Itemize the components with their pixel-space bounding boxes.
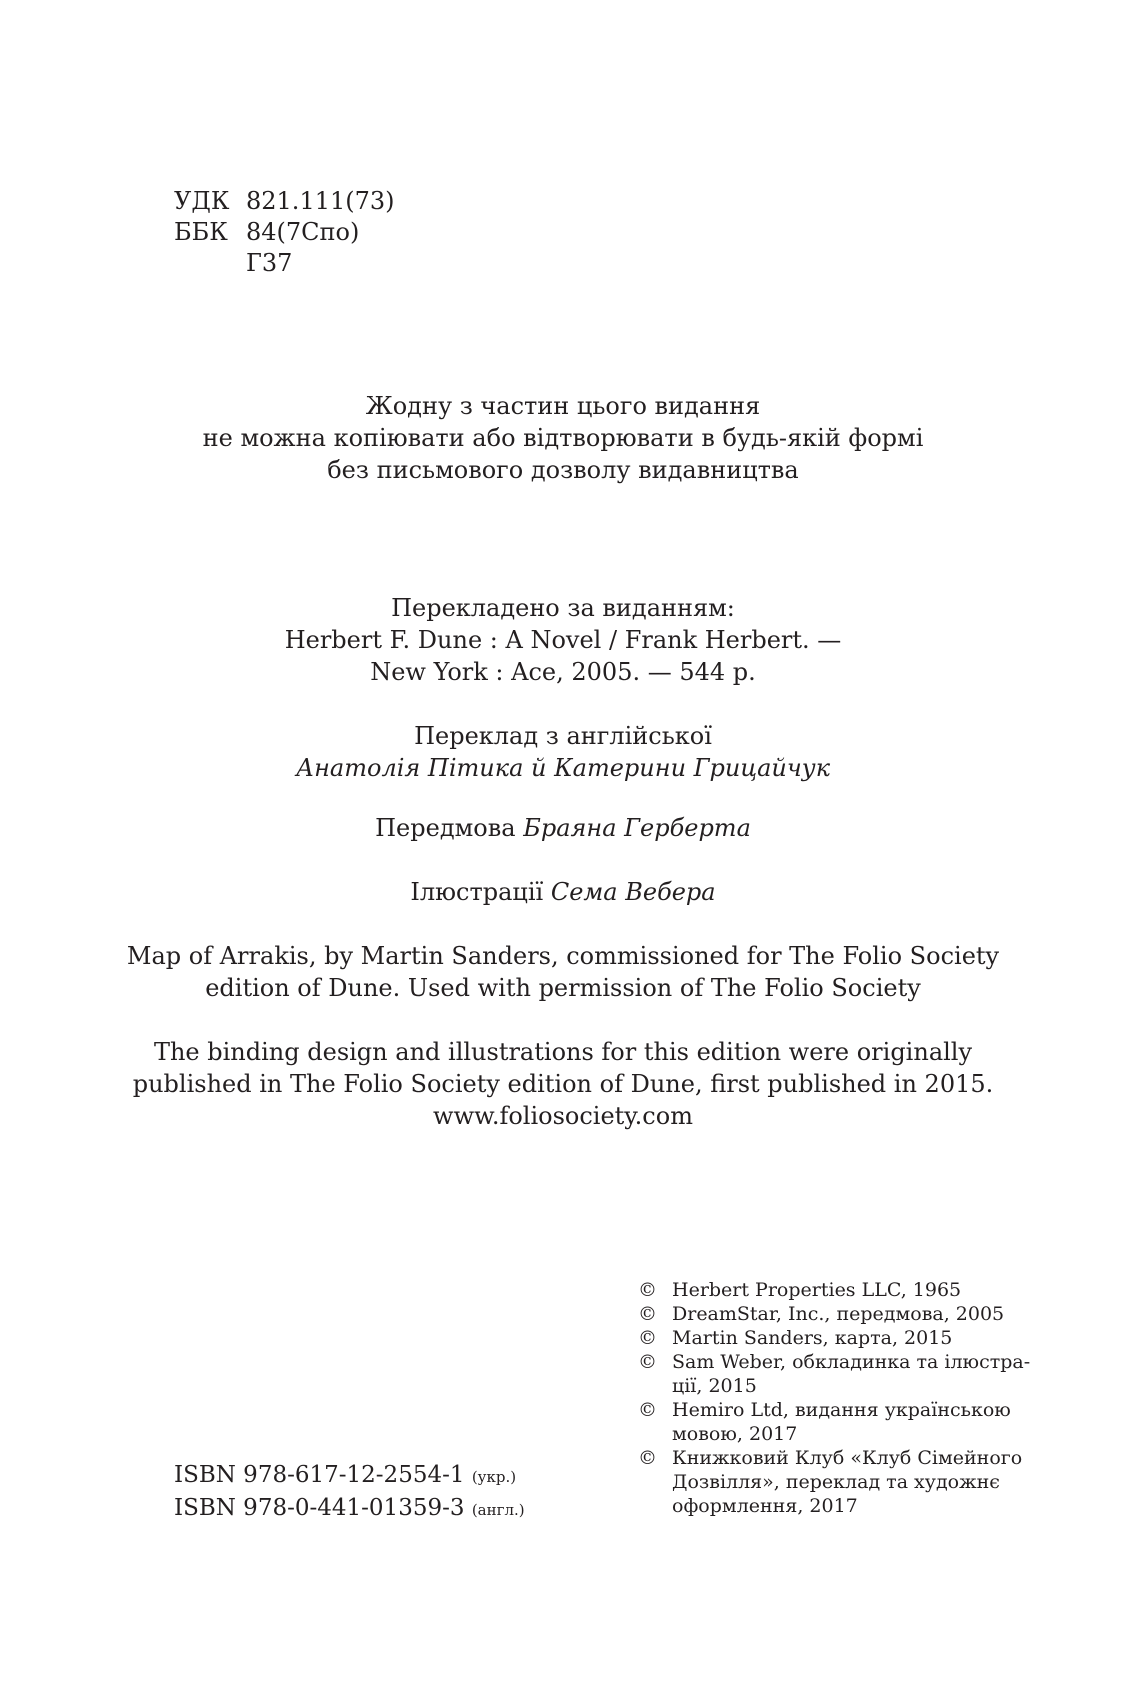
copyright-notice <box>120 390 1006 486</box>
udk-row <box>174 186 395 217</box>
source-line: Перекладено за виданням: <box>391 594 735 622</box>
source-line: New York : Ace, 2005. — 544 p. <box>370 658 756 686</box>
isbn-number: ISBN 978-617-12-2554-1 <box>174 1462 465 1488</box>
copyright-sign: © <box>638 1399 657 1421</box>
bbk-value: 84(7Спо) <box>246 218 360 246</box>
author-sign-row <box>174 248 395 279</box>
translation-credit <box>120 720 1006 784</box>
bbk-label: ББК <box>174 218 228 246</box>
copyright-item <box>638 1350 1031 1398</box>
foreword-credit <box>120 812 1006 844</box>
foreword-label: Передмова <box>375 814 516 842</box>
copyright-item <box>638 1278 1018 1302</box>
copyright-sign: © <box>638 1279 657 1301</box>
copyright-item <box>638 1398 1018 1446</box>
copyright-item <box>638 1446 1023 1518</box>
notice-line: Жодну з частин цього видання <box>365 392 761 420</box>
copyright-sign: © <box>638 1327 657 1349</box>
foreword-author: Браяна Герберта <box>523 814 751 842</box>
notice-line: не можна копіювати або відтворювати в будь-якій формі <box>202 424 924 452</box>
illustrations-label: Ілюстрації <box>410 878 544 906</box>
notice-line: без письмового дозволу видавництва <box>327 456 799 484</box>
classification-block <box>174 186 395 279</box>
copyright-holder: Herbert Properties LLC, 1965 <box>672 1279 962 1301</box>
translation-label: Переклад з англійської <box>414 722 712 750</box>
copyright-holder-cont: ції, 2015 <box>672 1375 757 1397</box>
translators: Анатолія Пітика й Катерини Грицайчук <box>295 754 831 782</box>
copyright-holder: Книжковий Клуб «Клуб Сімейного <box>672 1447 1023 1469</box>
copyright-list <box>638 1278 1031 1518</box>
binding-credit-line: published in The Folio Society edition of Dune, first published in 2015. <box>132 1070 994 1098</box>
isbn-language-note: (англ.) <box>471 1501 525 1519</box>
udk-label: УДК <box>174 187 230 215</box>
binding-credit <box>120 1036 1006 1132</box>
bbk-row <box>174 217 395 248</box>
isbn-number: ISBN 978-0-441-01359-3 <box>174 1495 465 1521</box>
copyright-sign: © <box>638 1351 657 1373</box>
copyright-item <box>638 1326 1018 1350</box>
copyright-holder-cont: оформлення, 2017 <box>672 1495 858 1517</box>
map-credit <box>120 940 1006 1004</box>
website-url: www.foliosociety.com <box>433 1102 693 1130</box>
source-edition <box>120 592 1006 688</box>
copyright-item <box>638 1302 1018 1326</box>
source-line: Herbert F. Dune : A Novel / Frank Herbert. — <box>284 626 842 654</box>
copyright-holder-cont: Дозвілля», переклад та художнє <box>672 1471 1000 1493</box>
copyright-sign: © <box>638 1303 657 1325</box>
isbn-block <box>174 1460 525 1526</box>
copyright-holder: Martin Sanders, карта, 2015 <box>672 1327 953 1349</box>
map-credit-line: Map of Arrakis, by Martin Sanders, commissioned for The Folio Society <box>126 942 1000 970</box>
map-credit-line: edition of Dune. Used with permission of The Folio Society <box>205 974 921 1002</box>
copyright-holder-cont: мовою, 2017 <box>672 1423 798 1445</box>
isbn-eng <box>174 1493 525 1526</box>
copyright-holder: Sam Weber, обкладинка та ілюстра- <box>672 1351 1031 1373</box>
copyright-holder: Hemiro Ltd, видання українською <box>672 1399 1011 1421</box>
illustrations-credit <box>120 876 1006 908</box>
isbn-language-note: (укр.) <box>471 1468 517 1486</box>
udk-value: 821.111(73) <box>246 187 395 215</box>
author-sign: Г37 <box>246 249 293 277</box>
copyright-sign: © <box>638 1447 657 1469</box>
isbn-ukr <box>174 1460 525 1493</box>
illustrations-author: Сема Вебера <box>550 878 716 906</box>
copyright-holder: DreamStar, Inc., передмова, 2005 <box>672 1303 1005 1325</box>
binding-credit-line: The binding design and illustrations for this edition were originally <box>153 1038 973 1066</box>
